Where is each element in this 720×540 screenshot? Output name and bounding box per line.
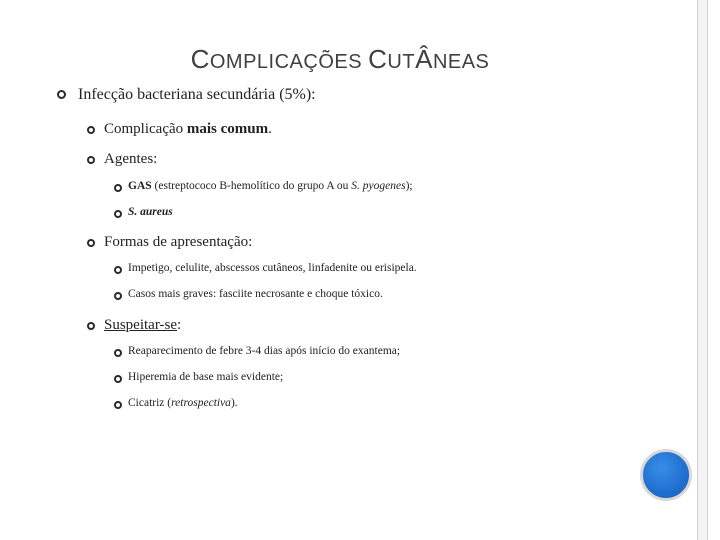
title-part: C	[368, 44, 388, 74]
bullet-icon	[114, 184, 122, 192]
list-item-text: Hiperemia de base mais evidente;	[128, 371, 284, 383]
list-item-level3	[128, 206, 173, 218]
bullet-icon	[87, 126, 95, 134]
list-item-bold: mais comum	[186, 121, 269, 137]
list-item-text: ).	[230, 397, 238, 409]
bullet-icon	[114, 349, 122, 357]
bullet-icon	[87, 239, 95, 247]
list-item-level3	[128, 288, 383, 300]
list-item-bold: GAS	[128, 180, 152, 192]
list-item-level3	[128, 397, 238, 409]
list-item-level2	[104, 121, 272, 138]
bullet-icon	[87, 156, 95, 164]
list-item-text: Impetigo, celulite, abscessos cutâneos, linfadenite ou erisipela.	[128, 262, 417, 274]
list-item-text: :	[177, 317, 182, 333]
bullet-icon	[57, 90, 66, 99]
decorative-circle-icon	[640, 449, 692, 501]
list-item-text: Infecção bacteriana secundária (5%):	[78, 86, 316, 103]
title-part: Â	[415, 44, 433, 74]
list-item-text: Reaparecimento de febre 3-4 dias após início do exantema;	[128, 345, 401, 357]
list-item-level2	[104, 234, 252, 251]
bullet-icon	[114, 266, 122, 274]
list-item-level3	[128, 180, 413, 192]
list-item-text: .	[268, 121, 272, 137]
list-item-level3	[128, 345, 400, 357]
title-part: NEAS	[432, 51, 490, 73]
bullet-icon	[87, 322, 95, 330]
title-part: C	[190, 44, 210, 74]
title-part: OMPLICAÇÕES	[209, 51, 369, 73]
list-item-level3	[128, 262, 417, 274]
list-item-level2	[104, 317, 181, 334]
list-item-level2	[104, 151, 157, 168]
list-item-text: Agentes:	[104, 151, 158, 167]
list-item-bold-italic: S. aureus	[128, 206, 173, 218]
bullet-icon	[114, 401, 122, 409]
bullet-icon	[114, 375, 122, 383]
list-item-text: Complicação	[104, 121, 187, 137]
list-item-text: (estreptococo Β-hemolítico do grupo A ou	[151, 180, 352, 192]
title-part: UT	[387, 51, 416, 73]
list-item-level3	[128, 371, 283, 383]
list-item-italic: S. pyogenes	[351, 180, 406, 192]
list-item-italic: retrospectiva	[171, 397, 231, 409]
list-item-text: Formas de apresentação:	[104, 234, 253, 250]
slide-right-border	[697, 0, 708, 540]
list-item-text: Cicatriz (	[128, 397, 172, 409]
bullet-icon	[114, 210, 122, 218]
list-item-underlined: Suspeitar-se	[104, 317, 178, 333]
slide-title	[0, 44, 680, 75]
list-item-text: );	[405, 180, 413, 192]
list-item-level1	[78, 86, 316, 104]
bullet-icon	[114, 292, 122, 300]
list-item-text: Casos mais graves: fasciite necrosante e choque tóxico.	[128, 288, 383, 300]
